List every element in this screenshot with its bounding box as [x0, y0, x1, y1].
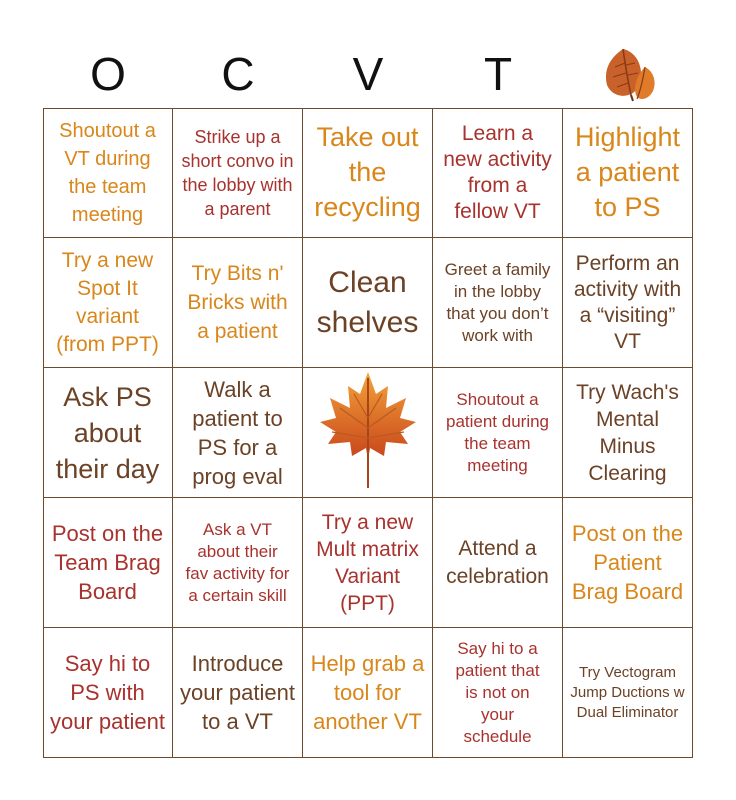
cell-text: Try Bits n' Bricks with a patient — [187, 262, 288, 343]
cell-text: Help grab a tool for another VT — [310, 651, 425, 734]
bingo-cell[interactable] — [433, 108, 563, 238]
bingo-header — [43, 40, 693, 108]
cell-text: Take out the recycling — [314, 122, 421, 222]
bingo-cell[interactable] — [173, 628, 303, 758]
bingo-cell[interactable] — [563, 498, 693, 628]
bingo-grid — [43, 108, 693, 758]
cell-text: Clean shelves — [316, 265, 419, 339]
cell-text: Try Vectogram Jump Ductions w Dual Eliminator — [570, 663, 685, 721]
cell-text: Try a new Mult matrix Variant (PPT) — [316, 510, 419, 615]
bingo-cell[interactable] — [43, 108, 173, 238]
bingo-cell[interactable] — [303, 498, 433, 628]
bingo-cell[interactable] — [563, 628, 693, 758]
bingo-cell[interactable] — [433, 628, 563, 758]
header-letter-c: C — [221, 48, 255, 100]
bingo-cell[interactable] — [173, 108, 303, 238]
bingo-cell[interactable] — [173, 368, 303, 498]
header-letter-o: O — [90, 48, 126, 100]
cell-text: Walk a patient to PS for a prog eval — [192, 376, 283, 489]
bingo-cell[interactable] — [43, 498, 173, 628]
bingo-cell[interactable] — [303, 108, 433, 238]
bingo-cell[interactable] — [303, 628, 433, 758]
cell-text: Try Wach's Mental Minus Clearing — [576, 380, 679, 485]
cell-text: Greet a family in the lobby that you don’t work with — [444, 259, 551, 345]
bingo-cell[interactable] — [173, 238, 303, 368]
cell-text: Attend a celebration — [446, 536, 549, 588]
cell-text: Ask a VT about their fav activity for a certain skill — [185, 519, 290, 605]
cell-text: Shoutout a patient during the team meeting — [445, 389, 550, 475]
cell-text: Ask PS about their day — [55, 381, 160, 484]
header-letter-v: V — [352, 48, 384, 100]
cell-text: Learn a new activity from a fellow VT — [443, 121, 552, 223]
cell-text: Say hi to PS with your patient — [50, 651, 165, 734]
header-letter-t: T — [483, 48, 513, 100]
cell-text: Introduce your patient to a VT — [180, 651, 295, 734]
cell-text: Highlight a patient to PS — [574, 122, 681, 222]
bingo-cell[interactable] — [173, 498, 303, 628]
bingo-cell[interactable] — [303, 238, 433, 368]
bingo-cell[interactable] — [43, 628, 173, 758]
bingo-cell[interactable] — [43, 238, 173, 368]
bingo-cell[interactable] — [563, 238, 693, 368]
bingo-cell[interactable] — [563, 368, 693, 498]
cell-text: Shoutout a VT during the team meeting — [59, 119, 156, 226]
bingo-cell[interactable] — [433, 498, 563, 628]
bingo-cell[interactable] — [43, 368, 173, 498]
free-space-cell[interactable] — [303, 368, 433, 498]
bingo-cell[interactable] — [433, 238, 563, 368]
cell-text: Post on the Team Brag Board — [51, 521, 164, 604]
cell-text: Try a new Spot It variant (from PPT) — [56, 248, 159, 356]
autumn-leaves-icon — [563, 40, 693, 108]
bingo-cell[interactable] — [433, 368, 563, 498]
cell-text: Strike up a short convo in the lobby with a parent — [181, 126, 294, 219]
bingo-cell[interactable] — [563, 108, 693, 238]
cell-text: Perform an activity with a “visiting” VT — [573, 251, 682, 353]
cell-text: Say hi to a patient that is not on your schedule — [455, 638, 540, 746]
cell-text: Post on the Patient Brag Board — [571, 521, 684, 604]
maple-leaf-icon — [316, 368, 420, 497]
